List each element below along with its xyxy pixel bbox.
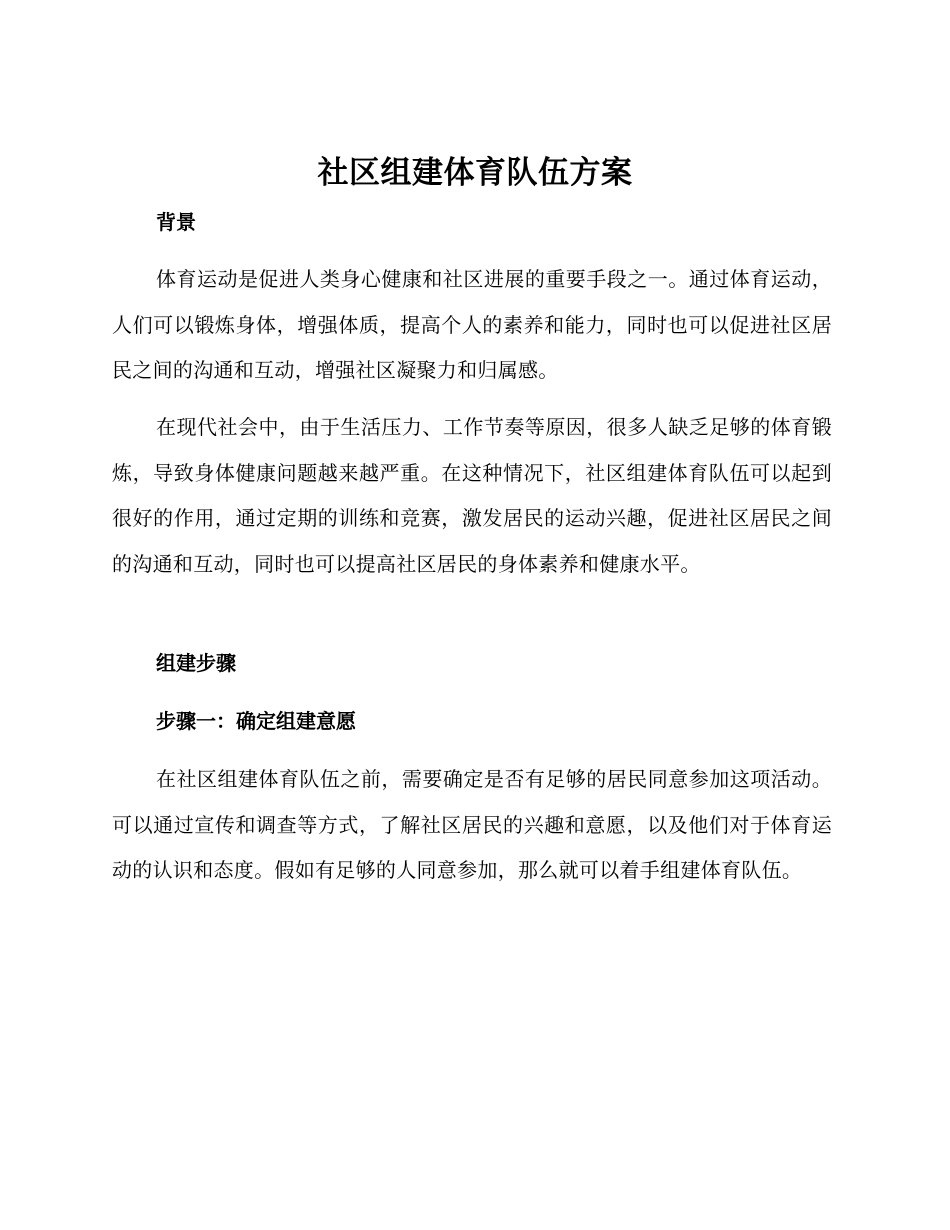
paragraph-background-2: 在现代社会中，由于生活压力、工作节奏等原因，很多人缺乏足够的体育锻炼，导致身体健康问题越来越严重。在这种情况下，社区组建体育队伍可以起到很好的作用，通过定期的训练和竞赛，激发居民的运动兴趣，促进社区居民之间的沟通和互动，同时也可以提高社区居民的身体素养和健康水平。 <box>112 415 832 576</box>
document-title: 社区组建体育队伍方案 <box>317 155 633 191</box>
section-heading-background: 背景 <box>156 210 196 234</box>
paragraph-step-one: 在社区组建体育队伍之前，需要确定是否有足够的居民同意参加这项活动。可以通过宣传和调查等方式，了解社区居民的兴趣和意愿，以及他们对于体育运动的认识和态度。假如有足够的人同意参加，那么就可以着手组建体育队伍。 <box>112 767 832 882</box>
subheading-step-one: 步骤一：确定组建意愿 <box>156 709 356 733</box>
paragraph-background-1: 体育运动是促进人类身心健康和社区进展的重要手段之一。通过体育运动，人们可以锻炼身体，增强体质，提高个人的素养和能力，同时也可以促进社区居民之间的沟通和互动，增强社区凝聚力和归属感。 <box>112 267 832 382</box>
section-heading-steps: 组建步骤 <box>156 651 236 675</box>
